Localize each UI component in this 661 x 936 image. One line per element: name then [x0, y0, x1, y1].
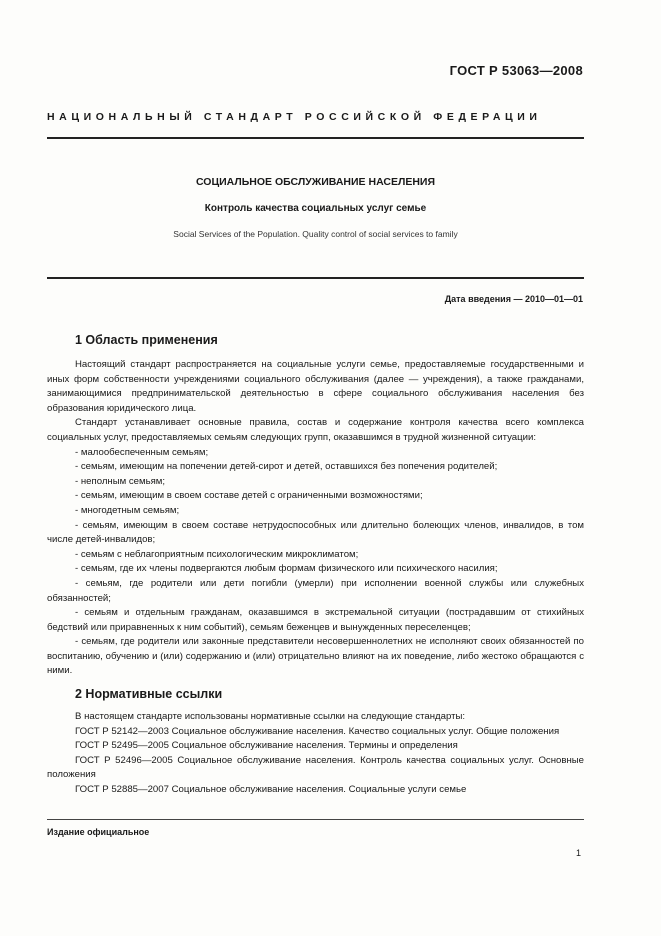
divider-middle [47, 277, 584, 279]
national-standard-line: НАЦИОНАЛЬНЫЙ СТАНДАРТ РОССИЙСКОЙ ФЕДЕРАЦИИ [47, 111, 542, 123]
list-item: - семьям и отдельным гражданам, оказавшимся в экстремальной ситуации (пострадавшим от стихийных бедствий или приравненных к ним событий), семьям беженцев и вынужденных переселенцев; [47, 607, 584, 633]
paragraph: Настоящий стандарт распространяется на социальные услуги семье, предоставляемые государственными и иных форм собственности учреждениями социального обслуживания (далее — учреждения), а также гражданами, занимающимися предпринимательской деятельностью в сфере социального обслуживания населения без образования юридического лица. [47, 359, 584, 414]
section-1-heading: 1 Область применения [75, 333, 218, 347]
list-item: - семьям, имеющим на попечении детей-сирот и детей, оставшихся без попечения родителей; [75, 461, 498, 473]
reference-item: ГОСТ Р 52495—2005 Социальное обслуживание населения. Термины и определения [75, 740, 458, 752]
introduction-date: Дата введения — 2010—01—01 [444, 294, 583, 304]
section-1-body [47, 358, 584, 679]
list-item: - семьям, имеющим в своем составе детей с ограниченными возможностями; [75, 490, 423, 502]
list-item: - семьям, где родители или дети погибли (умерли) при исполнении военной службы или служебных обязанностей; [47, 577, 584, 604]
divider-bottom [47, 819, 584, 820]
list-item: - семьям с неблагоприятным психологическим микроклиматом; [75, 548, 359, 560]
reference-item: ГОСТ Р 52885—2007 Социальное обслуживание населения. Социальные услуги семье [75, 783, 467, 795]
list-item: - многодетным семьям; [75, 504, 180, 516]
document-title: СОЦИАЛЬНОЕ ОБСЛУЖИВАНИЕ НАСЕЛЕНИЯ [195, 176, 436, 188]
page-number: 1 [575, 848, 581, 858]
list-item: - семьям, имеющим в своем составе нетрудоспособных или длительно болеющих членов, инвалидов, в том числе детей-инвалидов; [47, 519, 584, 546]
reference-item: ГОСТ Р 52496—2005 Социальное обслуживание населения. Контроль качества социальных услуг. Основные положения [47, 754, 584, 781]
divider-top [47, 137, 584, 139]
paragraph: Стандарт устанавливает основные правила, состав и содержание контроля качества всего комплекса социальных услуг, предоставляемых семьям следующих групп, оказавшимся в трудной жизненной ситуации: [47, 417, 584, 443]
list-item: - малообеспеченным семьям; [75, 446, 209, 458]
section-2-body [47, 710, 584, 798]
reference-item: ГОСТ Р 52142—2003 Социальное обслуживание населения. Качество социальных услуг. Общие положения [75, 725, 560, 737]
list-item: - семьям, где их члены подвергаются любым формам физического или психического насилия; [75, 563, 498, 575]
section-2-heading: 2 Нормативные ссылки [75, 687, 223, 701]
standard-code: ГОСТ Р 53063—2008 [449, 63, 583, 78]
list-item: - семьям, где родители или законные представители несовершеннолетних не исполняют своих обязанностей по воспитанию, обучению и (или) содержанию и (или) отрицательно влияют на их поведение, либо жестоко обращаются с ними. [47, 636, 584, 677]
document-subtitle: Контроль качества социальных услуг семье [204, 203, 427, 214]
official-edition-note: Издание официальное [47, 827, 150, 837]
list-item: - неполным семьям; [75, 475, 166, 487]
english-title: Social Services of the Population. Quality control of social services to family [173, 229, 458, 239]
paragraph: В настоящем стандарте использованы нормативные ссылки на следующие стандарты: [75, 711, 466, 722]
